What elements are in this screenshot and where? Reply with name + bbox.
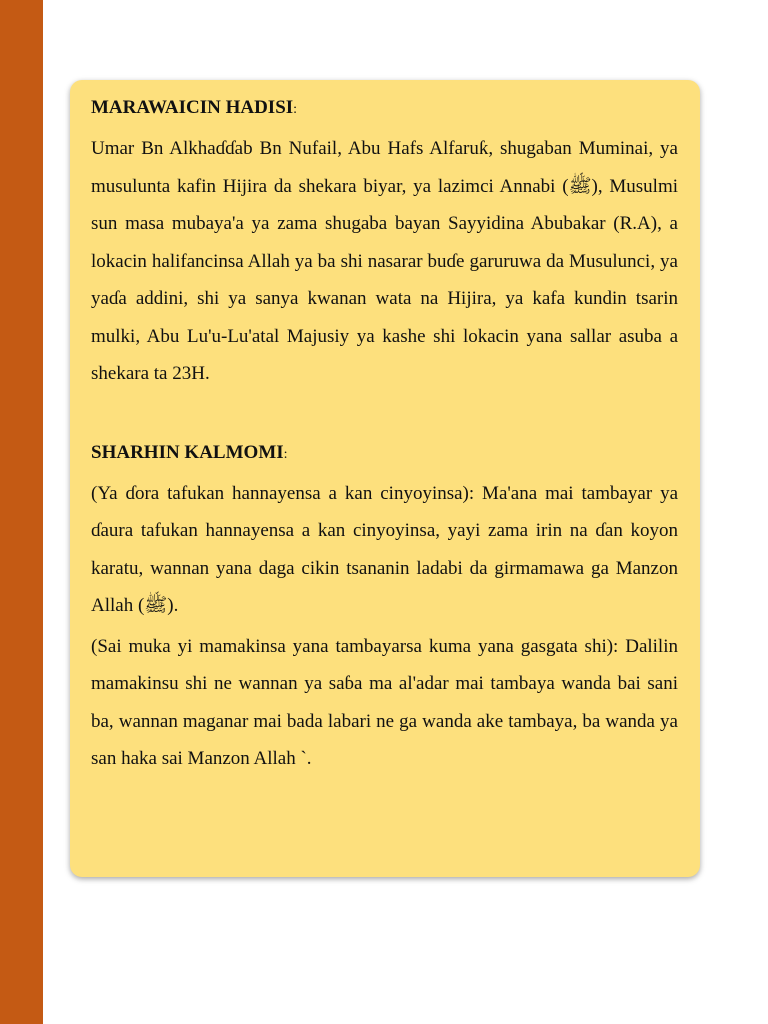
vocabulary-paragraph: (Ya ɗora tafukan hannayensa a kan cinyoyinsa): Ma'ana mai tambayar ya ɗaura tafukan hannayensa a kan cinyoyinsa, yayi zama irin na ɗan koyon karatu, wannan yana daga cikin tsananin ladabi da girmamawa ga Manzon Allah (ﷺ).	[91, 482, 678, 616]
section-heading-vocabulary-colon: :	[283, 446, 288, 462]
narrator-paragraph: Umar Bn Alkhaɗɗab Bn Nufail, Abu Hafs Alfaruƙ, shugaban Muminai, ya musulunta kafin Hijira da shekara biyar, ya lazimci Annabi (ﷺ), Musulmi sun masa mubaya'a ya zama shugaba bayan Sayyidina Abubakar (R.A), a lokacin halifancinsa Allah ya ba shi nasarar buɗe garuruwa da Musulunci, ya yaɗa addini, shi ya sanya kwanan wata na Hijira, ya kafa kundin tsarin mulki, Abu Lu'u-Lu'atal Majusiy ya kashe shi lokacin yana sallar asuba a shekara ta 23H.	[91, 138, 679, 384]
side-accent-bar	[0, 0, 43, 1024]
content-card	[70, 80, 700, 877]
section-heading-narrator-text: MARAWAICIN HADISI	[91, 97, 294, 118]
section-heading-narrator	[91, 93, 678, 125]
vocabulary-paragraph: (Sai muka yi mamakinsa yana tambayarsa kuma yana gasgata shi): Dalilin mamakinsu shi ne wannan ya saɓa ma al'adar mai tambaya wanda bai sani ba, wannan maganar mai bada labari ne ga wanda ake tambaya, ba wanda ya san haka sai Manzon Allah `.	[91, 635, 678, 769]
section-heading-vocabulary-text: SHARHIN KALMOMI	[91, 441, 284, 463]
section-heading-narrator-colon: :	[293, 102, 298, 117]
section-heading-vocabulary	[91, 438, 678, 470]
